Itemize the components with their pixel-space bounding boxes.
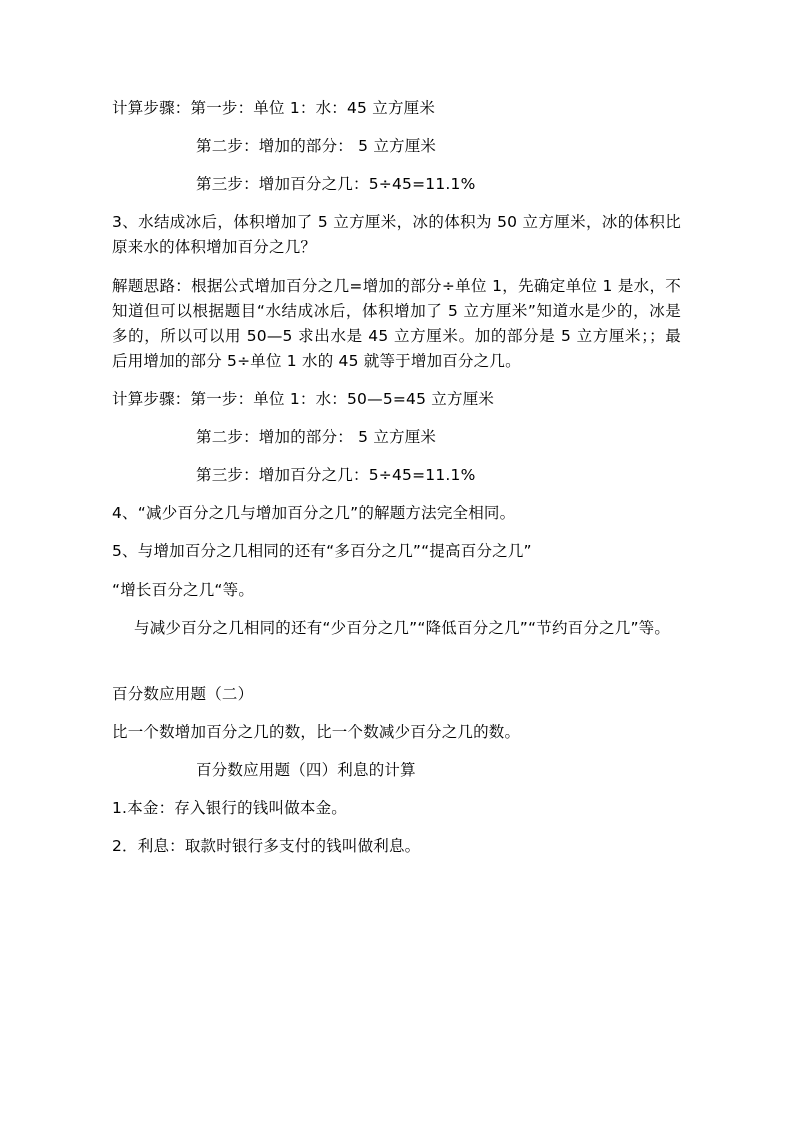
text-line: 解题思路：根据公式增加百分之几=增加的部分÷单位 1，先确定单位 1 是水，不知道但可以根据题目“水结成冰后，体积增加了 5 立方厘米”知道水是少的，冰是多的，所以可以用 50—5 求出水是 45 立方厘米。加的部分是 5 立方厘米；；最后用增加的部分 5÷单位 1 水的 45 就等于增加百分之几。 bbox=[112, 276, 681, 370]
text-line: 第三步：增加百分之几：5÷45=11.1% bbox=[196, 466, 476, 485]
document-body bbox=[112, 96, 681, 859]
text-line: 与减少百分之几相同的还有“少百分之几”“降低百分之几”“节约百分之几”等。 bbox=[134, 618, 671, 637]
section-heading: 百分数应用题（二） bbox=[112, 684, 254, 703]
section-heading: 百分数应用题（四）利息的计算 bbox=[196, 760, 416, 779]
text-line: 3、水结成冰后，体积增加了 5 立方厘米，冰的体积为 50 立方厘米，冰的体积比原来水的体积增加百分之几？ bbox=[112, 213, 681, 257]
text-line: 2．利息：取款时银行多支付的钱叫做利息。 bbox=[112, 837, 421, 856]
text-line: “增长百分之几“等。 bbox=[112, 580, 255, 599]
text-line: 计算步骤：第一步：单位 1：水：45 立方厘米 bbox=[112, 99, 436, 117]
text-line: 第二步：增加的部分： 5 立方厘米 bbox=[196, 428, 437, 447]
text-line: 计算步骤：第一步：单位 1：水：50—5=45 立方厘米 bbox=[112, 389, 495, 408]
text-line: 第二步：增加的部分： 5 立方厘米 bbox=[196, 137, 437, 156]
text-line: 第三步：增加百分之几：5÷45=11.1% bbox=[196, 175, 476, 194]
text-line: 比一个数增加百分之几的数，比一个数减少百分之几的数。 bbox=[112, 722, 521, 741]
text-line: 1.本金：存入银行的钱叫做本金。 bbox=[112, 799, 347, 818]
text-line: 4、“减少百分之几与增加百分之几”的解题方法完全相同。 bbox=[112, 504, 516, 523]
text-line: 5、与增加百分之几相同的还有“多百分之几”“提高百分之几” bbox=[112, 542, 532, 561]
section-spacer bbox=[112, 654, 681, 682]
